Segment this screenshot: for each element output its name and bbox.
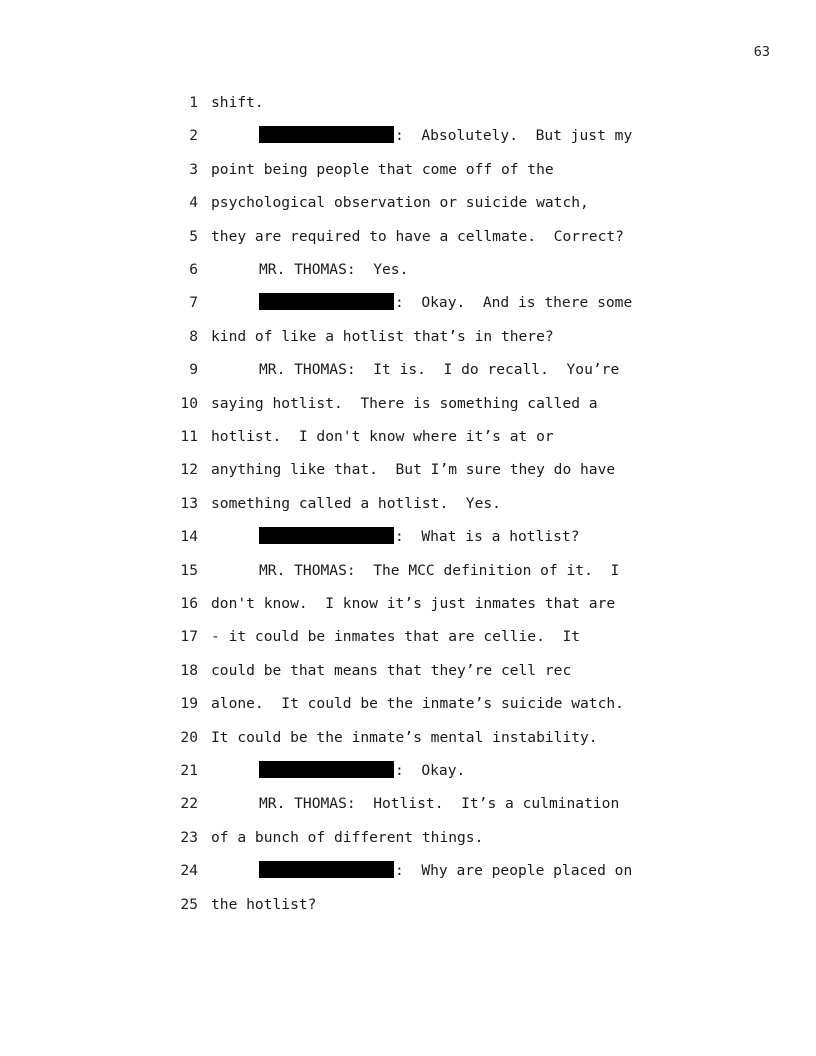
line-text bbox=[211, 694, 624, 714]
line-text bbox=[259, 360, 619, 380]
line-text-content: : Okay. And is there some bbox=[395, 294, 633, 312]
line-number: 10 bbox=[180, 394, 198, 412]
redaction-bar bbox=[259, 527, 394, 544]
line-text bbox=[211, 627, 580, 647]
transcript-line bbox=[0, 561, 816, 581]
line-number: 6 bbox=[189, 261, 198, 278]
line-number: 2 bbox=[189, 127, 198, 145]
transcript-line bbox=[0, 160, 816, 180]
transcript-line bbox=[0, 728, 816, 748]
transcript-line bbox=[0, 227, 816, 247]
line-text bbox=[259, 293, 632, 313]
transcript-line bbox=[0, 394, 816, 414]
line-number: 7 bbox=[189, 294, 198, 312]
line-text bbox=[211, 828, 483, 848]
line-number: 13 bbox=[180, 494, 198, 512]
line-text bbox=[211, 193, 589, 213]
line-number: 16 bbox=[180, 595, 198, 612]
line-text-content: : What is a hotlist? bbox=[395, 528, 580, 546]
line-text bbox=[259, 561, 619, 581]
line-text-content: they are required to have a cellmate. Correct? bbox=[211, 227, 624, 245]
line-text-content: anything like that. But I’m sure they do have bbox=[211, 461, 616, 479]
line-text bbox=[211, 594, 615, 614]
transcript-line bbox=[0, 761, 816, 781]
line-text-content: It could be the inmate’s mental instability. bbox=[211, 728, 598, 746]
line-number: 17 bbox=[180, 628, 198, 646]
line-text bbox=[211, 394, 598, 414]
line-text bbox=[259, 794, 619, 814]
line-number: 25 bbox=[180, 895, 198, 913]
line-number: 22 bbox=[180, 795, 198, 813]
line-text-content: : Okay. bbox=[395, 762, 466, 779]
line-text-content: shift. bbox=[211, 94, 264, 111]
line-number: 24 bbox=[180, 862, 198, 880]
line-text bbox=[259, 126, 632, 146]
line-text bbox=[259, 761, 465, 781]
redaction-bar bbox=[259, 761, 394, 778]
line-number: 21 bbox=[180, 762, 198, 779]
transcript-line bbox=[0, 527, 816, 547]
line-number: 14 bbox=[180, 528, 198, 546]
line-text bbox=[211, 895, 316, 915]
transcript-line bbox=[0, 427, 816, 447]
transcript-line bbox=[0, 694, 816, 714]
redaction-bar bbox=[259, 861, 394, 878]
line-number: 20 bbox=[180, 728, 198, 746]
transcript-line bbox=[0, 293, 816, 313]
transcript-line bbox=[0, 861, 816, 881]
line-text bbox=[211, 160, 554, 180]
transcript-line bbox=[0, 460, 816, 480]
line-text bbox=[211, 494, 501, 514]
line-text bbox=[259, 527, 580, 547]
line-text bbox=[259, 260, 408, 280]
line-text bbox=[211, 728, 598, 748]
line-number: 23 bbox=[180, 828, 198, 846]
line-number: 9 bbox=[189, 361, 198, 379]
line-number: 1 bbox=[189, 94, 198, 111]
redaction-bar bbox=[259, 126, 394, 143]
line-text-content: could be that means that they’re cell rec bbox=[211, 661, 572, 679]
line-number: 5 bbox=[189, 227, 198, 245]
line-text-content: MR. THOMAS: It is. I do recall. You’re bbox=[259, 361, 620, 379]
line-text-content: MR. THOMAS: Yes. bbox=[259, 261, 409, 278]
line-text-content: don't know. I know it’s just inmates that are bbox=[211, 595, 616, 612]
transcript-line bbox=[0, 895, 816, 915]
transcript-line bbox=[0, 828, 816, 848]
transcript-line bbox=[0, 794, 816, 814]
line-number: 8 bbox=[189, 327, 198, 345]
line-text bbox=[211, 427, 554, 447]
line-text-content: alone. It could be the inmate’s suicide watch. bbox=[211, 695, 624, 713]
transcript-line bbox=[0, 661, 816, 681]
line-text-content: MR. THOMAS: Hotlist. It’s a culmination bbox=[259, 795, 620, 813]
line-text-content: : Why are people placed on bbox=[395, 862, 633, 880]
line-text bbox=[211, 661, 571, 681]
transcript-line bbox=[0, 327, 816, 347]
line-text-content: hotlist. I don't know where it’s at or bbox=[211, 428, 554, 445]
transcript-line bbox=[0, 494, 816, 514]
line-text-content: point being people that come off of the bbox=[211, 160, 554, 178]
line-text bbox=[211, 93, 264, 113]
line-number: 19 bbox=[180, 695, 198, 713]
line-text-content: something called a hotlist. Yes. bbox=[211, 494, 501, 512]
line-text bbox=[211, 460, 615, 480]
transcript-line bbox=[0, 627, 816, 647]
line-number: 12 bbox=[180, 461, 198, 479]
line-number: 4 bbox=[189, 194, 198, 212]
line-text-content: kind of like a hotlist that’s in there? bbox=[211, 327, 554, 345]
line-text bbox=[259, 861, 632, 881]
line-number: 15 bbox=[180, 561, 198, 579]
redaction-bar bbox=[259, 293, 394, 310]
line-text-content: the hotlist? bbox=[211, 895, 317, 913]
transcript-line bbox=[0, 93, 816, 113]
line-text-content: MR. THOMAS: The MCC definition of it. I bbox=[259, 561, 620, 579]
line-text-content: of a bunch of different things. bbox=[211, 828, 484, 846]
line-text-content: - it could be inmates that are cellie. It bbox=[211, 628, 581, 646]
line-number: 11 bbox=[180, 428, 198, 445]
line-text bbox=[211, 327, 554, 347]
line-number: 18 bbox=[180, 661, 198, 679]
line-text-content: : Absolutely. But just my bbox=[395, 127, 633, 145]
line-text-content: psychological observation or suicide watch, bbox=[211, 194, 589, 212]
transcript-line bbox=[0, 260, 816, 280]
transcript-line bbox=[0, 594, 816, 614]
line-number: 3 bbox=[189, 160, 198, 178]
transcript-line bbox=[0, 360, 816, 380]
line-text bbox=[211, 227, 624, 247]
page-number: 63 bbox=[753, 44, 770, 60]
transcript-line bbox=[0, 193, 816, 213]
transcript-line bbox=[0, 126, 816, 146]
line-text-content: saying hotlist. There is something called a bbox=[211, 394, 598, 412]
